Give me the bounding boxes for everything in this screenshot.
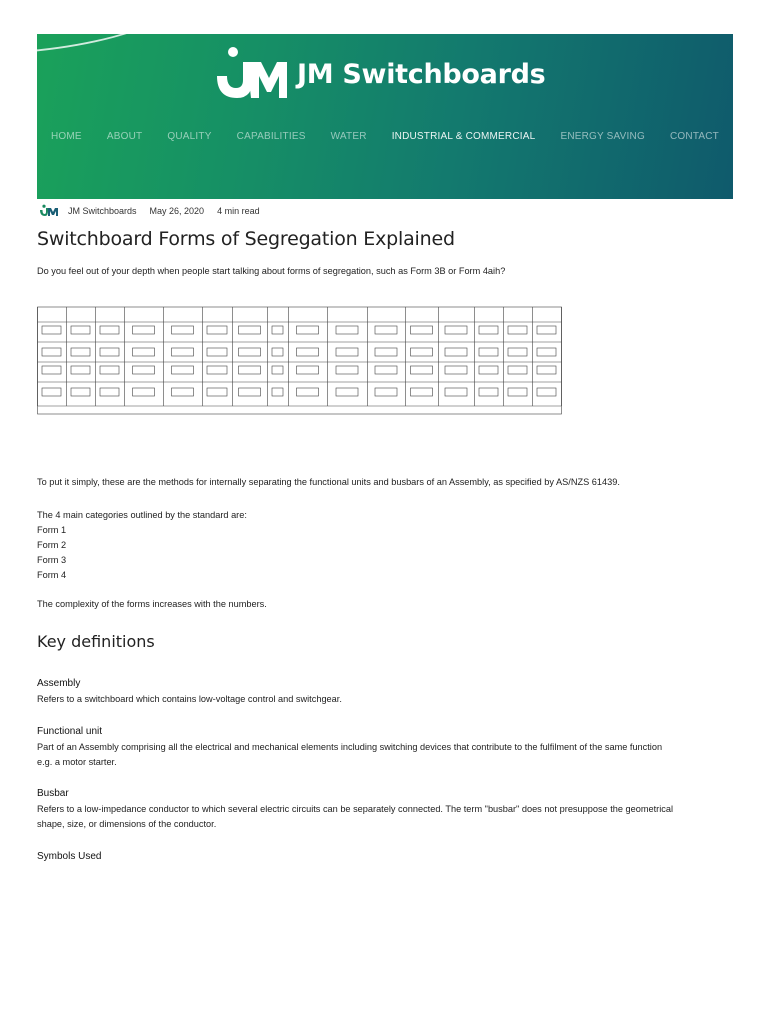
definition-term-assembly: Assembly (37, 678, 81, 689)
definition-text-busbar-2: shape, size, or dimensions of the conductor. (37, 819, 217, 829)
key-definitions-heading: Key definitions (37, 632, 155, 651)
author-name[interactable]: JM Switchboards (68, 205, 137, 216)
nav-contact[interactable]: CONTACT (670, 131, 719, 142)
read-time: 4 min read (217, 205, 260, 216)
categories-intro: The 4 main categories outlined by the standard are: (37, 510, 247, 520)
complexity-paragraph: The complexity of the forms increases with the numbers. (37, 599, 267, 609)
form-3: Form 3 (37, 555, 67, 565)
nav-industrial-commercial[interactable]: INDUSTRIAL & COMMERCIAL (391, 131, 536, 142)
form-1: Form 1 (37, 525, 67, 535)
simple-paragraph: To put it simply, these are the methods for internally separating the functional units and busbars of an Assembly, as specified by AS/NZS 61439. (37, 477, 620, 487)
definition-text-functional-unit-2: e.g. a motor starter. (37, 757, 117, 767)
page-title: Switchboard Forms of Segregation Explained (37, 228, 455, 250)
intro-paragraph: Do you feel out of your depth when people start talking about forms of segregation, such as Form 3B or Form 4aih? (37, 266, 506, 276)
symbols-used-heading: Symbols Used (37, 851, 102, 862)
author-avatar[interactable] (38, 204, 58, 217)
header-swoosh-bottom (37, 186, 733, 199)
nav-home[interactable]: HOME (51, 131, 82, 142)
post-meta (38, 204, 273, 217)
main-nav (37, 131, 733, 142)
definition-term-functional-unit: Functional unit (37, 726, 103, 737)
nav-about[interactable]: ABOUT (106, 131, 143, 142)
brand-name: JM Switchboards (297, 58, 546, 90)
definition-text-assembly: Refers to a switchboard which contains low-voltage control and switchgear. (37, 694, 342, 704)
nav-energy-saving[interactable]: ENERGY SAVING (560, 131, 645, 142)
definition-text-functional-unit-1: Part of an Assembly comprising all the electrical and mechanical elements including switching devices that contribute to the fulfilment of the same function (37, 742, 663, 752)
switchboard-diagram (37, 306, 562, 416)
nav-quality[interactable]: QUALITY (167, 131, 212, 142)
definition-term-busbar: Busbar (37, 788, 69, 799)
nav-capabilities[interactable]: CAPABILITIES (236, 131, 306, 142)
post-date: May 26, 2020 (149, 205, 205, 216)
form-4: Form 4 (37, 570, 67, 580)
nav-water[interactable]: WATER (330, 131, 367, 142)
site-logo[interactable] (209, 46, 545, 102)
jm-logo-icon (209, 46, 287, 102)
site-header (37, 34, 733, 199)
form-2: Form 2 (37, 540, 67, 550)
header-swoosh-top (37, 34, 219, 53)
definition-text-busbar-1: Refers to a low-impedance conductor to which several electric circuits can be separately connected. The term "busbar" does not presuppose the geometrical (37, 804, 674, 814)
